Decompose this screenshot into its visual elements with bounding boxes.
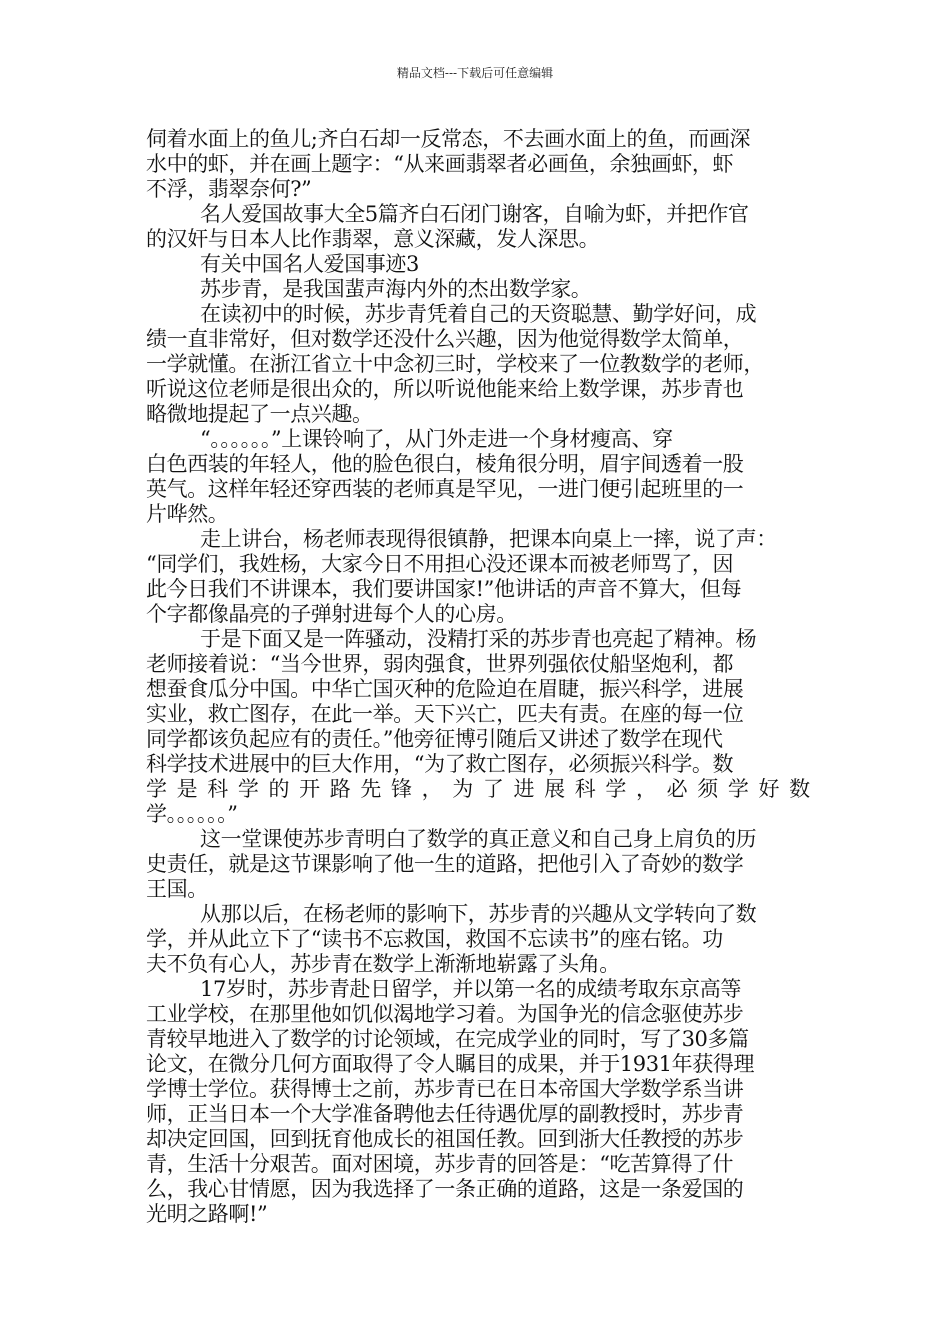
character: 科	[207, 777, 228, 801]
character: 科	[574, 777, 596, 801]
character: 先	[360, 777, 381, 801]
character: 学	[727, 777, 749, 801]
text-line: 片哗然。	[146, 502, 229, 526]
character: ，	[421, 777, 443, 801]
text-line: 科学技术进展中的巨大作用，“为了救亡图存，必须振兴科学。数	[146, 752, 734, 776]
text-line: 英气。这样年轻还穿西装的老师真是罕见，一进门便引起班里的一	[146, 477, 744, 501]
text-line: 略微地提起了一点兴趣。	[146, 402, 373, 426]
text-line: 实业，救亡图存，在此一举。天下兴亡，匹夫有责。在座的每一位	[146, 702, 744, 726]
text-line: 青，生活十分艰苦。面对困境，苏步青的回答是：“吃苦算得了什	[146, 1152, 734, 1176]
character: 学	[605, 777, 626, 801]
character: 路	[329, 777, 351, 801]
document-body	[146, 127, 810, 1227]
text-line: 史责任，就是这节课影响了他一生的道路，把他引入了奇妙的数学	[146, 852, 744, 876]
character: 的	[268, 777, 290, 801]
character: 锋	[391, 777, 412, 801]
character: 是	[176, 777, 198, 801]
paragraph-start-line: “。。。。。。”上课铃响了，从门外走进一个身材瘦高、穿	[200, 427, 673, 451]
text-line: 想蚕食瓜分中国。中华亡国灭种的危险迫在眉睫，振兴科学，进展	[146, 677, 744, 701]
text-line: 一学就懂。在浙江省立十中念初三时，学校来了一位教数学的老师，	[146, 352, 764, 376]
text-line: 的汉奸与日本人比作翡翠，意义深藏，发人深思。	[146, 227, 600, 251]
text-line: 夫不负有心人，苏步青在数学上渐渐地崭露了头角。	[146, 952, 620, 976]
character: 学	[237, 777, 259, 801]
character: 好	[758, 777, 780, 801]
text-line: 伺着水面上的鱼儿;齐白石却一反常态，不去画水面上的鱼，而画深	[146, 127, 751, 151]
text-line: 不浮，翡翠奈何?”	[146, 177, 312, 201]
character: 展	[544, 777, 565, 801]
text-line: 师，正当日本一个大学准备聘他去任待遇优厚的副教授时，苏步青	[146, 1102, 744, 1126]
paragraph-start-line: 名人爱国故事大全5篇齐白石闭门谢客，自喻为虾，并把作官	[200, 202, 749, 226]
text-line: 个字都像晶亮的子弹射进每个人的心房。	[146, 602, 517, 626]
paragraph-start-line: 苏步青，是我国蜚声海内外的杰出数学家。	[200, 277, 592, 301]
text-line: 学，并从此立下了“读书不忘救国，救国不忘读书”的座右铭。功	[146, 927, 723, 951]
paragraph-start-line: 走上讲台，杨老师表现得很镇静，把课本向桌上一摔，说了声：	[200, 527, 777, 551]
text-line: 光明之路啊!”	[146, 1202, 268, 1226]
character: 开	[299, 777, 320, 801]
text-line: 王国。	[146, 877, 208, 901]
text-line: 工业学校，在那里他如饥似渴地学习着。为国争光的信念驱使苏步	[146, 1002, 744, 1026]
character: 必	[666, 777, 688, 801]
character: ，	[636, 777, 657, 801]
text-line: 绩一直非常好，但对数学还没什么兴趣，因为他觉得数学太简单，	[146, 327, 744, 351]
text-line: 水中的虾，并在画上题字：“从来画翡翠者必画鱼，余独画虾，虾	[146, 152, 734, 176]
text-line: 却决定回国，回到抚育他成长的祖国任教。回到浙大任教授的苏步	[146, 1127, 744, 1151]
text-line: 白色西装的年轻人，他的脸色很白，棱角很分明，眉宇间透着一股	[146, 452, 744, 476]
text-line: 听说这位老师是很出众的，所以听说他能来给上数学课，苏步青也	[146, 377, 744, 401]
character: 学	[146, 777, 167, 801]
text-line: 么，我心甘情愿，因为我选择了一条正确的道路，这是一条爱国的	[146, 1177, 744, 1201]
character: 为	[452, 777, 473, 801]
character: 了	[482, 777, 504, 801]
text-line: 同学都该负起应有的责任。”他旁征博引随后又讲述了数学在现代	[146, 727, 723, 751]
paragraph-start-line: 从那以后，在杨老师的影响下，苏步青的兴趣从文学转向了数	[200, 902, 757, 926]
text-line: 论文，在微分几何方面取得了令人瞩目的成果，并于1931年获得理	[146, 1052, 755, 1076]
page-header: 精品文档---下载后可任意编辑	[396, 66, 554, 80]
paragraph-start-line: 在读初中的时候，苏步青凭着自己的天资聪慧、勤学好问，成	[200, 302, 757, 326]
character: 须	[697, 777, 718, 801]
section-heading: 有关中国名人爱国事迹3	[200, 252, 419, 276]
justified-text-line	[146, 777, 810, 802]
text-line: 此今日我们不讲课本，我们要讲国家!”他讲话的声音不算大，但每	[146, 577, 742, 601]
text-line: “同学们，我姓杨，大家今日不用担心没还课本而被老师骂了，因	[146, 552, 734, 576]
text-line: 老师接着说：“当今世界，弱肉强食，世界列强依仗船坚炮利，都	[146, 652, 734, 676]
character: 进	[513, 777, 535, 801]
text-line: 学。。。。。。”	[146, 802, 238, 826]
character: 数	[789, 777, 810, 801]
text-line: 学博士学位。获得博士之前，苏步青已在日本帝国大学数学系当讲	[146, 1077, 744, 1101]
paragraph-start-line: 17岁时，苏步青赴日留学，并以第一名的成绩考取东京高等	[200, 977, 741, 1001]
paragraph-start-line: 于是下面又是一阵骚动，没精打采的苏步青也亮起了精神。杨	[200, 627, 757, 651]
paragraph-start-line: 这一堂课使苏步青明白了数学的真正意义和自己身上肩负的历	[200, 827, 757, 851]
text-line: 青较早地进入了数学的讨论领域，在完成学业的同时，写了30多篇	[146, 1027, 749, 1051]
